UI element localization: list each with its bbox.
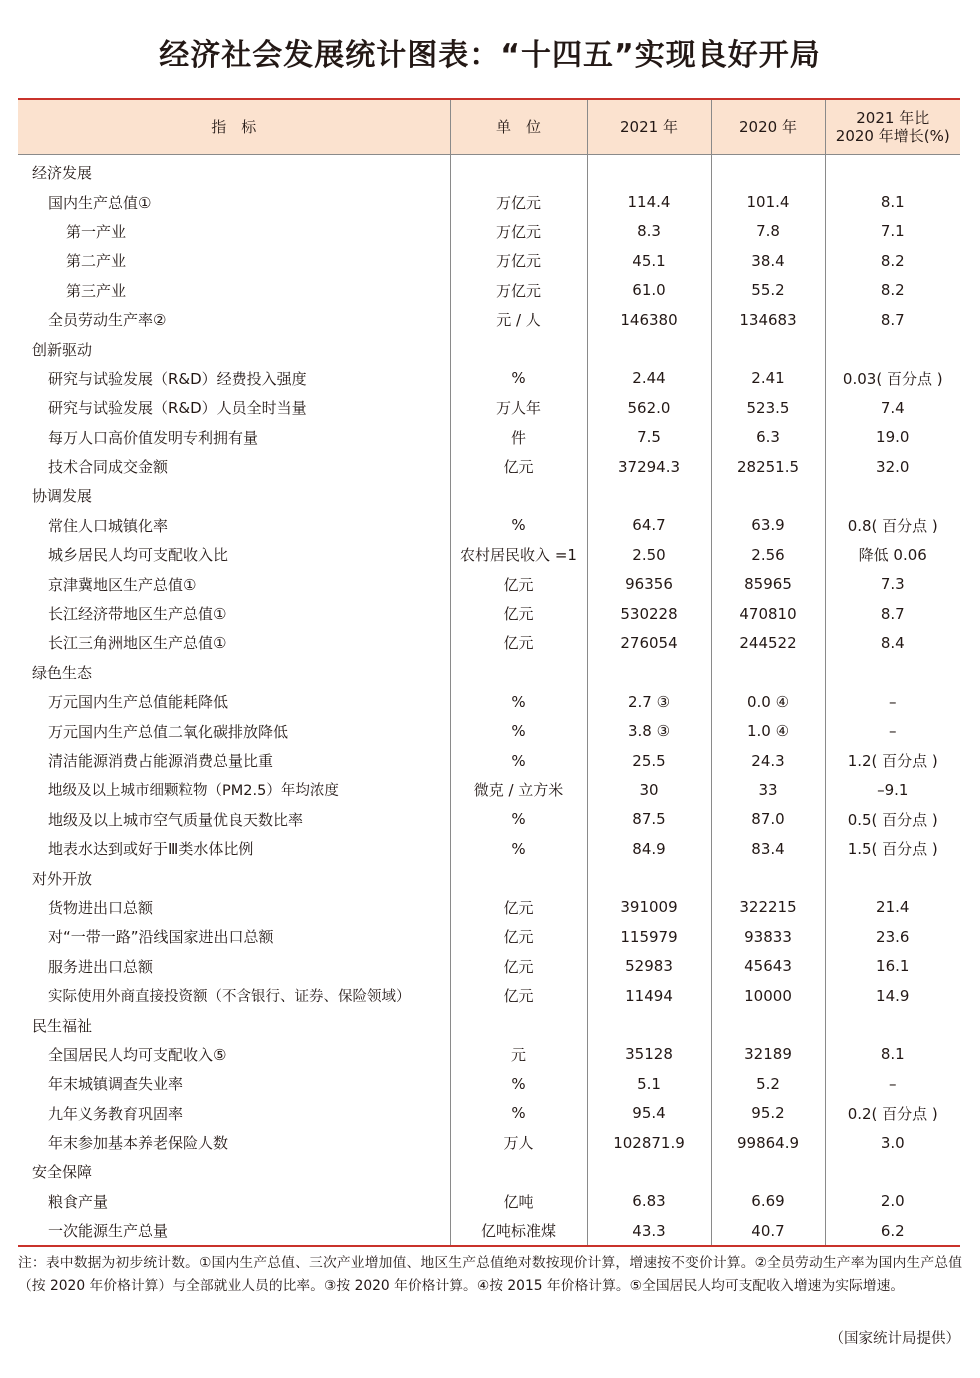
value-2021-cell [587,155,711,188]
indicator-cell: 第二产业 [18,246,450,275]
value-2021-cell: 43.3 [587,1216,711,1246]
table-row [18,1128,960,1157]
indicator-cell: 全国居民人均可支配收入⑤ [18,1040,450,1069]
indicator-cell: 技术合同成交金额 [18,452,450,481]
unit-cell: 亿元 [450,569,587,598]
unit-cell: 万亿元 [450,276,587,305]
value-2020-cell [711,658,825,687]
growth-cell: 8.7 [880,604,905,623]
unit-cell: 亿元 [450,452,587,481]
unit-cell: 万人年 [450,393,587,422]
value-2020-cell [711,1157,825,1186]
header-indicator: 指 标 [18,99,450,155]
growth-cell [825,1157,960,1186]
table-row [18,775,960,804]
indicator-cell: 民生福祉 [18,1010,450,1039]
value-2021-cell: 2.44 [587,364,711,393]
unit-cell: 亿元 [450,599,587,628]
indicator-cell: 全员劳动生产率② [18,305,450,334]
value-2021-cell: 87.5 [587,805,711,834]
unit-cell: % [450,746,587,775]
value-2021-cell: 391009 [587,893,711,922]
indicator-cell: 地级及以上城市空气质量优良天数比率 [18,805,450,834]
value-2021-cell: 115979 [587,922,711,951]
unit-cell: 农村居民收入 =1 [450,540,587,569]
unit-cell: 亿吨 [450,1187,587,1216]
value-2020-cell: 6.3 [711,423,825,452]
value-2020-cell: 87.0 [711,805,825,834]
indicator-cell: 安全保障 [18,1157,450,1186]
indicator-cell: 清洁能源消费占能源消费总量比重 [18,746,450,775]
table-row [18,246,960,275]
growth-cell [825,481,960,510]
table-row [18,981,960,1010]
indicator-cell: 一次能源生产总量 [18,1216,450,1246]
growth-cell [825,334,960,363]
value-2020-cell: 470810 [711,599,825,628]
unit-cell [450,1010,587,1039]
value-2021-cell: 37294.3 [587,452,711,481]
category-row [18,863,960,892]
table-row [18,716,960,745]
value-2021-cell: 45.1 [587,246,711,275]
growth-cell: 0.8( 百分点 ) [847,516,938,535]
table-row [18,628,960,657]
indicator-cell: 长江三角洲地区生产总值① [18,628,450,657]
value-2020-cell [711,334,825,363]
value-2020-cell: 32189 [711,1040,825,1069]
category-row [18,1157,960,1186]
table-row [18,540,960,569]
indicator-cell: 研究与试验发展（R&D）经费投入强度 [18,364,450,393]
table-row [18,834,960,863]
value-2021-cell: 6.83 [587,1187,711,1216]
value-2020-cell: 1.0 ④ [711,716,825,745]
indicator-cell: 粮食产量 [18,1187,450,1216]
value-2020-cell: 10000 [711,981,825,1010]
unit-cell: % [450,364,587,393]
unit-cell [450,1157,587,1186]
growth-cell: 21.4 [876,898,910,917]
header-2021: 2021 年 [587,99,711,155]
growth-cell: 2.0 [880,1192,905,1211]
growth-cell: 0.03( 百分点 ) [842,369,943,388]
value-2020-cell: 99864.9 [711,1128,825,1157]
growth-cell: – [889,1074,897,1093]
indicator-cell: 第一产业 [18,217,450,246]
value-2021-cell [587,658,711,687]
unit-cell: 元 / 人 [450,305,587,334]
table-row [18,1040,960,1069]
growth-cell: – [889,722,897,741]
growth-cell [825,863,960,892]
value-2020-cell: 5.2 [711,1069,825,1098]
table-row [18,922,960,951]
indicator-cell: 经济发展 [18,155,450,188]
category-row [18,1010,960,1039]
value-2020-cell: 63.9 [711,511,825,540]
value-2020-cell: 101.4 [711,187,825,216]
unit-cell: 亿元 [450,952,587,981]
indicator-cell: 九年义务教育巩固率 [18,1099,450,1128]
growth-cell: 3.0 [880,1133,905,1152]
table-row [18,746,960,775]
category-row [18,155,960,188]
table-row [18,511,960,540]
table-row [18,805,960,834]
value-2021-cell: 276054 [587,628,711,657]
unit-cell: % [450,834,587,863]
category-row [18,481,960,510]
value-2021-cell: 61.0 [587,276,711,305]
value-2020-cell [711,481,825,510]
value-2020-cell: 33 [711,775,825,804]
value-2020-cell: 83.4 [711,834,825,863]
indicator-cell: 长江经济带地区生产总值① [18,599,450,628]
unit-cell: 件 [450,423,587,452]
table-row [18,305,960,334]
value-2021-cell: 52983 [587,952,711,981]
value-2021-cell [587,863,711,892]
value-2020-cell: 93833 [711,922,825,951]
unit-cell [450,155,587,188]
value-2021-cell [587,1157,711,1186]
header-2020: 2020 年 [711,99,825,155]
growth-cell [825,155,960,188]
indicator-cell: 实际使用外商直接投资额（不含银行、证券、保险领域） [18,981,450,1010]
growth-cell: 6.2 [880,1221,905,1240]
statistics-table-container [18,98,960,1247]
growth-cell: 8.2 [880,281,905,300]
growth-cell: 8.1 [880,193,905,212]
value-2020-cell: 24.3 [711,746,825,775]
unit-cell: % [450,1099,587,1128]
category-row [18,658,960,687]
unit-cell [450,481,587,510]
indicator-cell: 货物进出口总额 [18,893,450,922]
indicator-cell: 对“一带一路”沿线国家进出口总额 [18,922,450,951]
value-2021-cell [587,1010,711,1039]
unit-cell: 亿元 [450,628,587,657]
growth-cell: 19.0 [876,428,910,447]
table-row [18,452,960,481]
table-row [18,599,960,628]
value-2021-cell: 3.8 ③ [587,716,711,745]
indicator-cell: 常住人口城镇化率 [18,511,450,540]
value-2020-cell [711,1010,825,1039]
table-row [18,687,960,716]
value-2021-cell: 114.4 [587,187,711,216]
header-row [18,99,960,155]
indicator-cell: 国内生产总值① [18,187,450,216]
table-row [18,393,960,422]
unit-cell: % [450,511,587,540]
unit-cell: 亿元 [450,893,587,922]
page-title: 经济社会发展统计图表：“十四五”实现良好开局 [159,38,821,73]
indicator-cell: 创新驱动 [18,334,450,363]
growth-cell: 14.9 [876,986,910,1005]
value-2021-cell: 30 [587,775,711,804]
indicator-cell: 地表水达到或好于Ⅲ类水体比例 [18,834,450,863]
unit-cell: % [450,716,587,745]
indicator-cell: 每万人口高价值发明专利拥有量 [18,423,450,452]
table-row [18,276,960,305]
unit-cell: 微克 / 立方米 [450,775,587,804]
unit-cell: % [450,1069,587,1098]
value-2021-cell: 25.5 [587,746,711,775]
unit-cell [450,334,587,363]
unit-cell: 万人 [450,1128,587,1157]
growth-cell: –9.1 [877,780,909,799]
value-2020-cell: 6.69 [711,1187,825,1216]
unit-cell: 亿吨标准煤 [450,1216,587,1246]
growth-cell: – [889,692,897,711]
growth-cell: 0.5( 百分点 ) [847,810,938,829]
growth-cell: 7.1 [880,222,905,241]
value-2021-cell: 562.0 [587,393,711,422]
value-2021-cell: 2.50 [587,540,711,569]
table-row [18,364,960,393]
indicator-cell: 年末参加基本养老保险人数 [18,1128,450,1157]
growth-cell: 1.5( 百分点 ) [847,840,938,859]
indicator-cell: 协调发展 [18,481,450,510]
unit-cell: % [450,687,587,716]
growth-cell: 降低 0.06 [858,546,927,565]
indicator-cell: 地级及以上城市细颗粒物（PM2.5）年均浓度 [18,775,450,804]
unit-cell: 万亿元 [450,217,587,246]
indicator-cell: 万元国内生产总值二氧化碳排放降低 [18,716,450,745]
header-growth: 2021 年比 2020 年增长(%) [825,99,960,155]
value-2020-cell: 38.4 [711,246,825,275]
table-header [18,99,960,155]
table-row [18,423,960,452]
value-2021-cell: 2.7 ③ [587,687,711,716]
table-row [18,1216,960,1246]
indicator-cell: 京津冀地区生产总值① [18,569,450,598]
value-2021-cell: 84.9 [587,834,711,863]
growth-cell: 8.7 [880,310,905,329]
value-2021-cell: 5.1 [587,1069,711,1098]
statistics-table [18,98,960,1247]
growth-cell: 8.2 [880,251,905,270]
growth-cell: 16.1 [876,957,910,976]
value-2021-cell: 35128 [587,1040,711,1069]
indicator-cell: 第三产业 [18,276,450,305]
unit-cell: 万亿元 [450,246,587,275]
unit-cell: 亿元 [450,981,587,1010]
value-2021-cell: 530228 [587,599,711,628]
unit-cell: 亿元 [450,922,587,951]
value-2021-cell: 102871.9 [587,1128,711,1157]
table-row [18,952,960,981]
growth-cell: 8.1 [880,1045,905,1064]
value-2020-cell: 7.8 [711,217,825,246]
header-unit: 单 位 [450,99,587,155]
growth-cell: 23.6 [876,927,910,946]
indicator-cell: 年末城镇调查失业率 [18,1069,450,1098]
value-2020-cell: 134683 [711,305,825,334]
value-2021-cell: 7.5 [587,423,711,452]
value-2020-cell: 85965 [711,569,825,598]
unit-cell: 元 [450,1040,587,1069]
value-2021-cell: 96356 [587,569,711,598]
value-2020-cell: 55.2 [711,276,825,305]
value-2021-cell: 95.4 [587,1099,711,1128]
table-row [18,893,960,922]
value-2020-cell [711,155,825,188]
table-row [18,1069,960,1098]
table-row [18,217,960,246]
growth-cell [825,658,960,687]
indicator-cell: 服务进出口总额 [18,952,450,981]
growth-cell: 1.2( 百分点 ) [847,752,938,770]
value-2020-cell: 95.2 [711,1099,825,1128]
value-2021-cell: 64.7 [587,511,711,540]
value-2020-cell: 2.56 [711,540,825,569]
growth-cell: 7.4 [880,398,905,417]
value-2020-cell: 244522 [711,628,825,657]
value-2020-cell: 322215 [711,893,825,922]
unit-cell: 万亿元 [450,187,587,216]
unit-cell [450,863,587,892]
indicator-cell: 城乡居民人均可支配收入比 [18,540,450,569]
footnotes: 注：表中数据为初步统计数。①国内生产总值、三次产业增加值、地区生产总值绝对数按现价计算，增速按不变价计算。②全员劳动生产率为国内生产总值（按 2020 年价格计算）与全部就业人员的比率。③按 2020 年价格计算。④按 2015 年价格计算。⑤全国居民人均可支配收入增速为实际增速。 [18,1255,962,1294]
growth-cell: 7.3 [880,575,905,594]
value-2020-cell: 28251.5 [711,452,825,481]
value-2021-cell [587,334,711,363]
value-2020-cell [711,863,825,892]
value-2020-cell: 40.7 [711,1216,825,1246]
indicator-cell: 万元国内生产总值能耗降低 [18,687,450,716]
indicator-cell: 对外开放 [18,863,450,892]
unit-cell [450,658,587,687]
value-2021-cell [587,481,711,510]
table-row [18,1099,960,1128]
table-row [18,1187,960,1216]
growth-cell: 8.4 [880,633,905,652]
value-2021-cell: 146380 [587,305,711,334]
category-row [18,334,960,363]
indicator-cell: 绿色生态 [18,658,450,687]
value-2020-cell: 45643 [711,952,825,981]
unit-cell: % [450,805,587,834]
table-row [18,187,960,216]
value-2020-cell: 2.41 [711,364,825,393]
growth-cell: 32.0 [876,457,910,476]
growth-cell: 0.2( 百分点 ) [847,1104,938,1123]
value-2020-cell: 523.5 [711,393,825,422]
table-row [18,569,960,598]
source-credit: （国家统计局提供） [829,1331,960,1347]
value-2021-cell: 8.3 [587,217,711,246]
table-body [18,155,960,1247]
indicator-cell: 研究与试验发展（R&D）人员全时当量 [18,393,450,422]
value-2021-cell: 11494 [587,981,711,1010]
growth-cell [825,1010,960,1039]
value-2020-cell: 0.0 ④ [711,687,825,716]
